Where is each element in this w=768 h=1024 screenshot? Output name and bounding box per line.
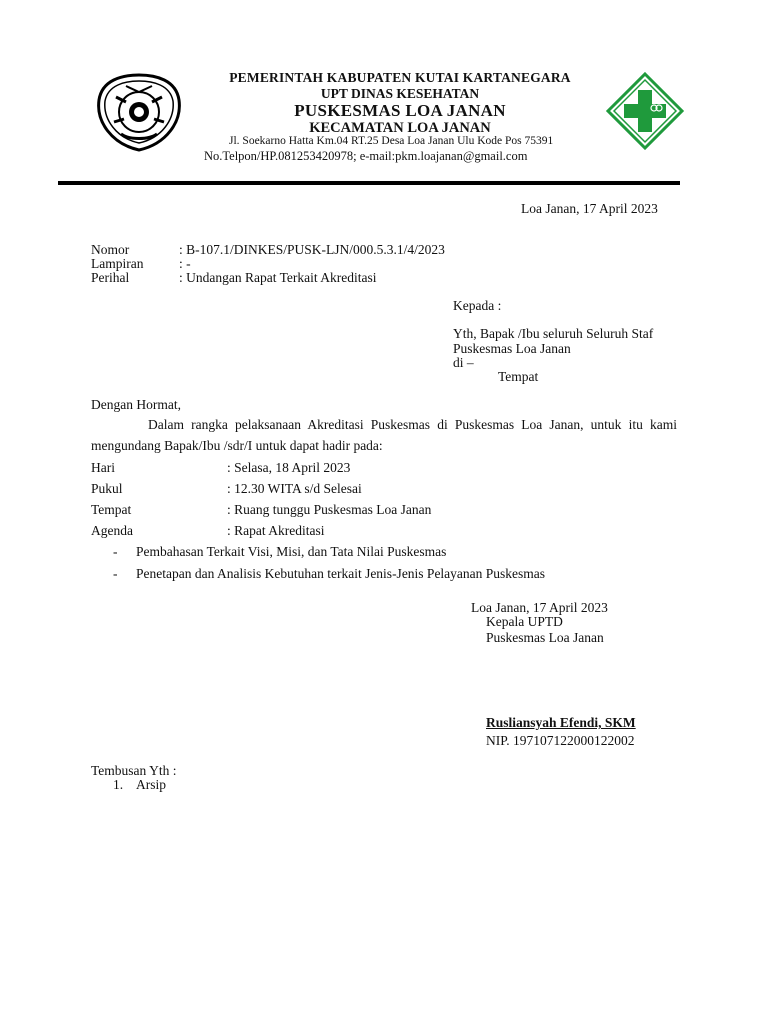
puskesmas-cross-logo-icon bbox=[606, 72, 684, 150]
signature-title-1: Kepala UPTD bbox=[486, 614, 563, 629]
detail-value-agenda: : Rapat Akreditasi bbox=[227, 523, 325, 538]
cc-item: Arsip bbox=[136, 777, 166, 792]
recipient-line3: di – bbox=[453, 355, 474, 370]
detail-label-tempat: Tempat bbox=[91, 502, 132, 517]
meta-value-nomor: : B-107.1/DINKES/PUSK-LJN/000.5.3.1/4/2023 bbox=[179, 242, 445, 257]
signatory-nip: NIP. 197107122000122002 bbox=[486, 733, 635, 748]
agenda-bullet: - bbox=[113, 544, 118, 559]
cc-item-number: 1. bbox=[113, 777, 124, 792]
recipient-line4: Tempat bbox=[498, 369, 539, 384]
letterhead-department: UPT DINAS KESEHATAN bbox=[320, 86, 480, 101]
agenda-item: Pembahasan Terkait Visi, Misi, dan Tata Nilai Puskesmas bbox=[136, 544, 447, 559]
kutai-kartanegara-emblem-icon bbox=[96, 72, 182, 152]
meta-label-perihal: Perihal bbox=[91, 270, 130, 285]
detail-label-hari: Hari bbox=[91, 460, 115, 475]
signatory-name: Rusliansyah Efendi, SKM bbox=[486, 715, 636, 730]
meta-label-lampiran: Lampiran bbox=[91, 256, 144, 271]
recipient-line2: Puskesmas Loa Janan bbox=[453, 341, 571, 356]
meta-value-perihal: : Undangan Rapat Terkait Akreditasi bbox=[179, 270, 377, 285]
detail-value-tempat: : Ruang tunggu Puskesmas Loa Janan bbox=[227, 502, 432, 517]
letterhead-address: Jl. Soekarno Hatta Km.04 RT.25 Desa Loa Janan Ulu Kode Pos 75391 bbox=[229, 135, 554, 147]
letterhead-contact: No.Telpon/HP.081253420978; e-mail:pkm.loajanan@gmail.com bbox=[204, 149, 528, 163]
letterhead-district: KECAMATAN LOA JANAN bbox=[309, 120, 491, 136]
recipient-line1: Yth, Bapak /Ibu seluruh Seluruh Staf bbox=[453, 326, 654, 341]
meta-label-nomor: Nomor bbox=[91, 242, 130, 257]
letter-date: Loa Janan, 17 April 2023 bbox=[521, 201, 658, 216]
signature-place-date: Loa Janan, 17 April 2023 bbox=[471, 600, 608, 615]
letterhead-institution: PUSKESMAS LOA JANAN bbox=[294, 101, 506, 120]
body-paragraph: Dalam rangka pelaksanaan Akreditasi Puskesmas di Puskesmas Loa Janan, untuk itu kami mengundang Bapak/Ibu /sdr/I untuk dapat hadir pada: bbox=[91, 417, 677, 453]
cc-heading: Tembusan Yth : bbox=[91, 763, 177, 778]
meta-value-lampiran: : - bbox=[179, 256, 191, 271]
detail-label-agenda: Agenda bbox=[91, 523, 133, 538]
detail-value-pukul: : 12.30 WITA s/d Selesai bbox=[227, 481, 362, 496]
agenda-bullet: - bbox=[113, 566, 118, 581]
header-divider bbox=[58, 181, 680, 185]
signature-title-2: Puskesmas Loa Janan bbox=[486, 630, 604, 645]
agenda-item: Penetapan dan Analisis Kebutuhan terkait Jenis-Jenis Pelayanan Puskesmas bbox=[136, 566, 546, 581]
salutation: Dengan Hormat, bbox=[91, 397, 181, 412]
recipient-kepada: Kepada : bbox=[453, 298, 502, 313]
letterhead-government: PEMERINTAH KABUPATEN KUTAI KARTANEGARA bbox=[229, 70, 571, 85]
detail-label-pukul: Pukul bbox=[91, 481, 123, 496]
detail-value-hari: : Selasa, 18 April 2023 bbox=[227, 460, 351, 475]
